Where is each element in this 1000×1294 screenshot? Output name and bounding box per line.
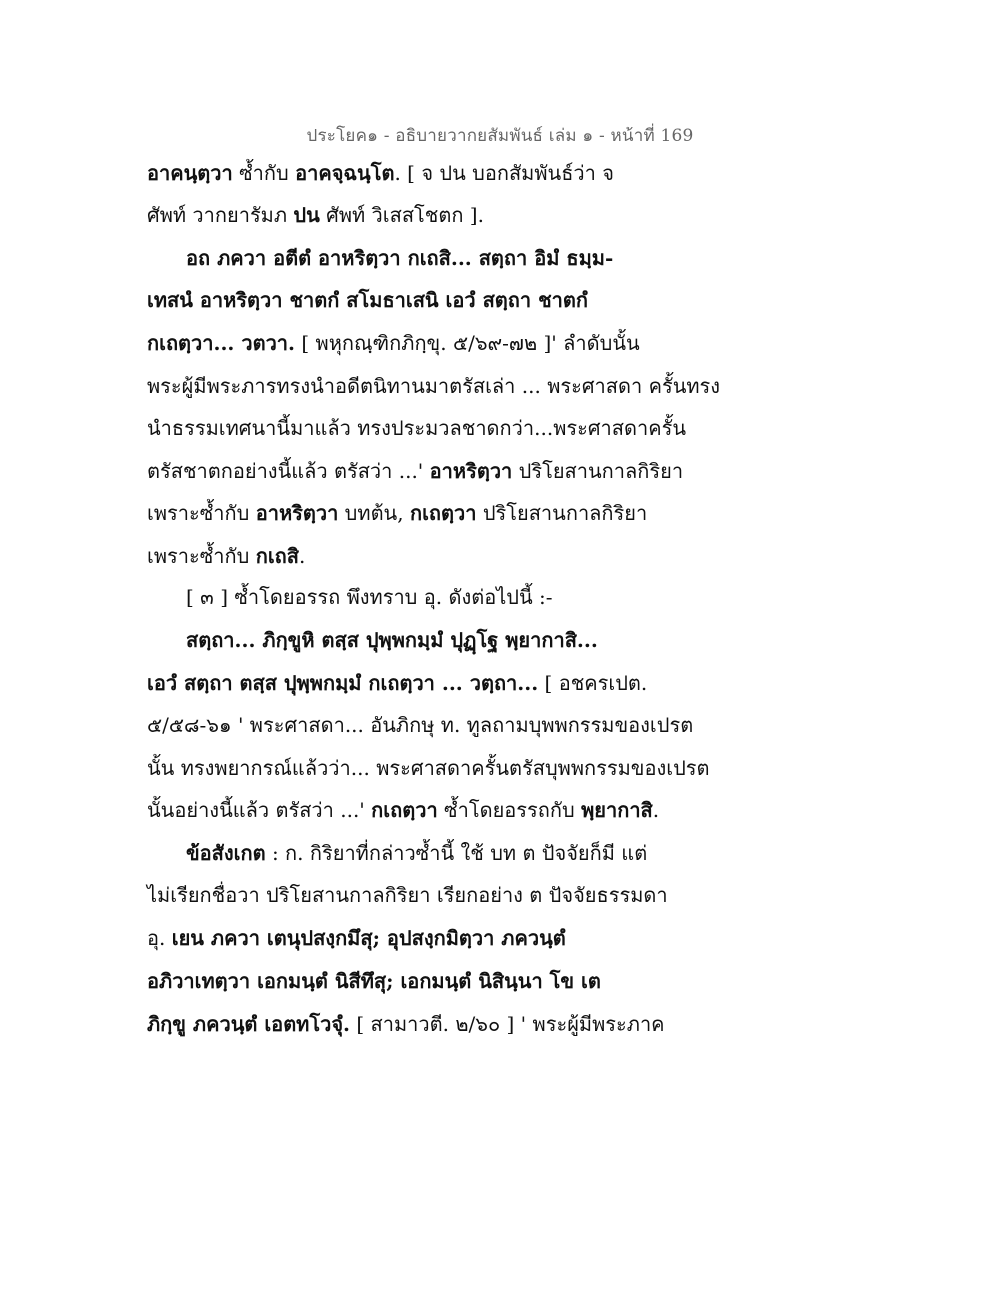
text-line (147, 923, 566, 953)
text-line (147, 456, 683, 486)
bold-pali-text: อถ ภควา อตีตํ อาหริตฺวา กเถสิ... สตฺถา อิมํ ธมฺม- (186, 246, 614, 270)
line-text: ตรัสชาตกอย่างนี้แล้ว ตรัสว่า ...' (147, 459, 430, 483)
text-line (147, 668, 647, 698)
text-line (186, 625, 598, 655)
line-text: : ก. กิริยาที่กล่าวซ้ำนี้ ใช้ บท ต ปัจจัยก็มี แต่ (265, 841, 648, 865)
bold-pali-text: อาคจฺฉนฺโต (295, 161, 395, 185)
bold-pali-text: อาหริตฺวา (429, 459, 513, 483)
line-text: ศัพท์ วากยารัมภ (147, 203, 294, 227)
text-line (186, 838, 647, 868)
line-text: [ อชครเปต. (538, 671, 648, 695)
line-text: นั้น ทรงพยากรณ์แล้วว่า... พระศาสดาครั้นตรัสบุพพกรรมของเปรต (147, 756, 710, 780)
bold-pali-text: กเถตฺวา (409, 501, 477, 525)
text-line (186, 582, 552, 612)
line-text: อุ. (147, 926, 172, 950)
text-line (147, 498, 647, 528)
line-text: ซ้ำโดยอรรถกับ (437, 798, 582, 822)
bold-pali-text: อาคนฺตฺวา (147, 161, 233, 185)
line-text: [ สามาวตี. ๒/๖๐ ] ' พระผู้มีพระภาค (350, 1012, 665, 1036)
line-text: . (298, 544, 306, 568)
text-line (147, 1009, 665, 1039)
bold-pali-text: ข้อสังเกต (186, 841, 266, 865)
line-text: ปริโยสานกาลกิริยา (476, 501, 648, 525)
line-text: นั้นอย่างนี้แล้ว ตรัสว่า ...' (147, 798, 372, 822)
bold-pali-text: ภิกฺขู ภควนฺตํ เอตทโวจุํ. (147, 1012, 351, 1036)
line-text: เพราะซ้ำกับ (147, 544, 256, 568)
bold-pali-text: กเถสิ (255, 544, 299, 568)
text-line (186, 243, 613, 273)
bold-pali-text: พฺยากาสิ (581, 798, 653, 822)
text-line (147, 413, 686, 443)
bold-pali-text: อภิวาเทตฺวา เอกมนฺตํ นิสีทึสุ; เอกมนฺตํ นิสินฺนา โข เต (147, 969, 601, 993)
line-text: ไม่เรียกชื่อวา ปริโยสานกาลกิริยา เรียกอย่าง ต ปัจจัยธรรมดา (147, 883, 668, 907)
bold-pali-text: เอวํ สตฺถา ตสฺส ปุพฺพกมฺมํ กเถตฺวา ... วตฺถา... (147, 671, 539, 695)
line-text: ซ้ำกับ (232, 161, 296, 185)
bold-pali-text: เทสนํ อาหริตฺวา ชาตกํ สโมธาเสนิ เอวํ สตฺถา ชาตกํ (147, 288, 588, 312)
line-text: พระผู้มีพระภารทรงนำอดีตนิทานมาตรัสเล่า ... พระศาสดา ครั้นทรง (147, 374, 721, 398)
line-text: . [ จ ปน บอกสัมพันธ์ว่า จ (394, 161, 614, 185)
line-text: ๕/๕๘-๖๑ ' พระศาสดา... อันภิกษุ ท. ทูลถามบุพพกรรมของเปรต (147, 713, 694, 737)
text-line (147, 541, 305, 571)
bold-pali-text: สตฺถา... ภิกฺขูหิ ตสฺส ปุพฺพกมฺมํ ปุฏฺโฐ พฺยากาสิ... (186, 628, 598, 652)
text-line (147, 285, 588, 315)
text-line (147, 795, 659, 825)
line-text: [ พหุกณฺฑิกภิกฺขุ. ๕/๖๙-๗๒ ]' ลำดับนั้น (295, 331, 640, 355)
text-line (147, 158, 614, 188)
bold-pali-text: กเถตฺวา... วตวา. (147, 331, 295, 355)
text-line (147, 710, 693, 740)
bold-pali-text: เยน ภควา เตนุปสงฺกมึสุ; อุปสงฺกมิตฺวา ภควนฺตํ (171, 926, 566, 950)
line-text: [ ๓ ] ซ้ำโดยอรรถ พึงทราบ อุ. ดังต่อไปนี้ :- (186, 585, 553, 609)
text-line (147, 200, 484, 230)
line-text: นำธรรมเทศนานี้มาแล้ว ทรงประมวลชาดกว่า...พระศาสดาครั้น (147, 416, 687, 440)
text-line (147, 966, 601, 996)
text-line (147, 880, 668, 910)
line-text: ศัพท์ วิเสสโชตก ]. (319, 203, 484, 227)
bold-pali-text: ปน (293, 203, 320, 227)
line-text: เพราะซ้ำกับ (147, 501, 256, 525)
bold-pali-text: กเถตฺวา (371, 798, 438, 822)
running-header: ประโยค๑ - อธิบายวากยสัมพันธ์ เล่ม ๑ - หน้าที่ 169 (306, 126, 694, 146)
line-text: . (652, 798, 660, 822)
text-line (147, 371, 720, 401)
bold-pali-text: อาหริตฺวา (255, 501, 339, 525)
line-text: ปริโยสานกาลกิริยา (512, 459, 684, 483)
line-text: บทต้น, (338, 501, 410, 525)
text-line (147, 328, 640, 358)
text-line (147, 753, 710, 783)
